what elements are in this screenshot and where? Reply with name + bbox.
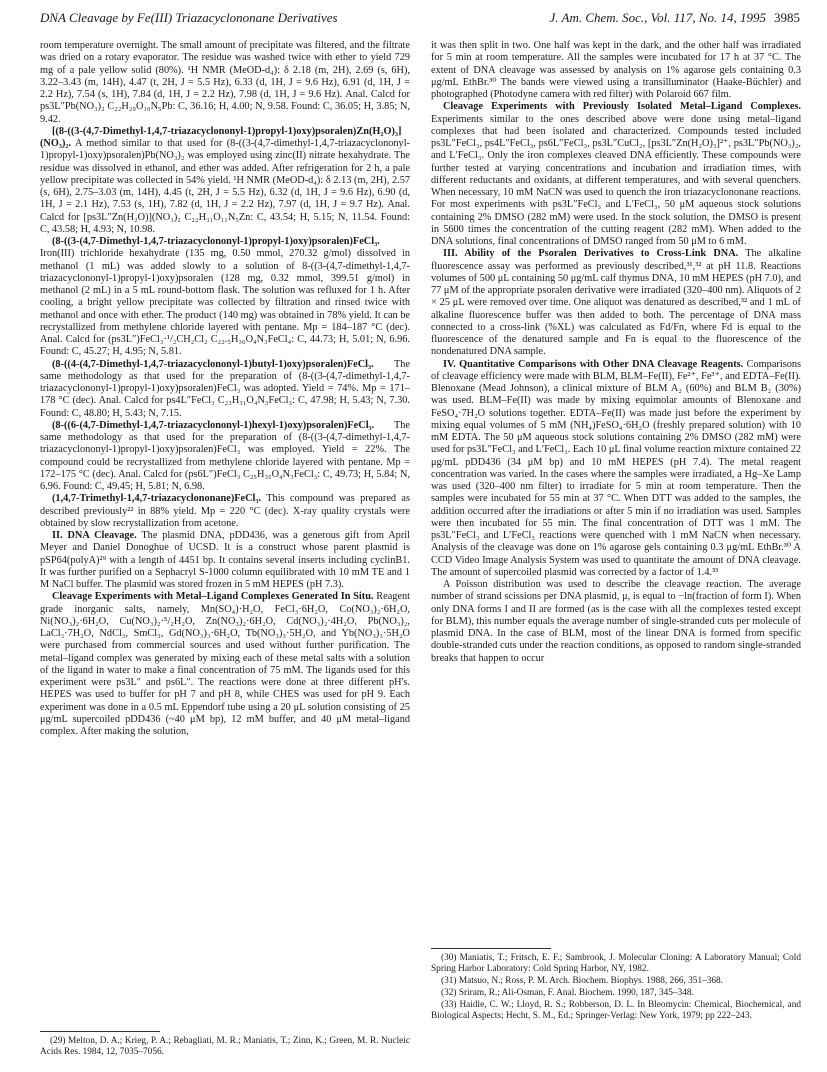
running-title: DNA Cleavage by Fe(III) Triazacyclononane Derivatives: [40, 10, 338, 25]
paragraph-text: room temperature overnight. The small amount of precipitate was filtered, and the filtrate was dried on a rotary evaporator. The residue was washed twice with ether to yield 729 mg of a pale yellow solid (80%). ¹H NMR (MeOD-d₄): δ 2.18 (m, 2H), 2.69 (s, 6H), 3.22–3.43 (m, 14H), 4.47 (t, 2H, J = 5.5 Hz), 6.33 (d, 1H, J = 9.6 Hz), 6.91 (d, 1H, J = 2.2 Hz), 7.54 (s, 1H), 7.84 (d, 1H, J = 2.2 Hz), 7.98 (d, 1H, J = 9.6 Hz). Anal. Calcd for ps3L″Pb(NO₃)₂ C₂₂H₂₉O₁₀N₅Pb: C, 36.16; H, 4.00; N, 9.58. Found: C, 36.05; H, 3.85; N, 9.42.: [40, 40, 410, 125]
journal-name: J. Am. Chem. Soc., Vol. 117, No. 14, 1995: [549, 10, 766, 25]
footnote-rule: [40, 1031, 160, 1032]
paragraph: [40, 591, 410, 738]
paragraph-text: Experiments similar to the ones described above were done using metal–ligand complexes that had been isolated and characterized. Compounds tested included ps3L″FeCl₃, ps4L″FeCl₃, ps6L″FeCl₃, ps3L″CuCl₂, [ps3L″Zn(H₂O)₃]²⁺, ps3L″Pb(NO₃)₂, and L′FeCl₃. Only the iron complexes cleaved DNA efficiently. These compounds were further tested at varying concentrations and incubation and irradiation times, with different reductants and oxidants, at different temperatures, and with several quenchers. When necessary, 10 mM NaCN was used to quench the iron triazacyclononane reactions. For most experiments with ps3L″FeCl₃ and L′FeCl₃, 50 μM aqueous stock solutions containing 2% DMSO (282 mM) were used. In the stock solution, the DMSO is present in 5600 times the concentration of the cutting reagent (282 mM). When added to the DNA solutions, final concentrations of DMSO ranged from 50 μM to 6 mM.: [431, 113, 801, 247]
running-header: [40, 10, 800, 28]
paragraph-text: This compound was prepared as described previously²² in 88% yield. Mp = 220 °C (dec). X-ray quality crystals were obtained by slow recrystallization from acetone.: [40, 493, 411, 529]
paragraph: [40, 493, 410, 530]
footnote: (30) Maniatis, T.; Fritsch, E. F.; Sambrook, J. Molecular Cloning: A Laboratory Manual; Cold Spring Harbor Laboratory: Cold Spring Harbor, NY, 1982.: [431, 953, 801, 974]
footnote: (32) Sriram, R.; Ali-Osman, F. Anal. Biochem. 1990, 187, 345–348.: [441, 988, 694, 998]
paragraph-text: A method similar to that used for (8-((3-(4,7-dimethyl-1,4,7-triazacyclononyl-1)propyl-1)oxy)psoralen)Pb(NO₃)₂ was employed using zinc(II) nitrate hexahydrate. The residue was dissolved in ethanol, and ether was added. After refrigeration for 2 h, a pale yellow precipitate was collected in 54% yield. ¹H NMR (MeOD-d₄): δ 2.13 (m, 2H), 2.57 (s, 6H), 2.75–3.03 (m, 14H), 4.45 (t, 2H, J = 5.5 Hz), 6.32 (d, 1H, J = 9.6 Hz), 6.90 (d, 1H, J = 2.1 Hz), 7.53 (s, 1H), 7.82 (d, 1H, J = 2.2 Hz), 7.97 (d, 1H, J = 9.7 Hz). Anal. Calcd for [ps3L″Zn(H₂O)](NO₃)₂ C₂₂H₃₁O₁₁N₅Zn: C, 43.54; H, 5.15; N, 11.54. Found: C, 43.58; H, 4.93; N, 10.98.: [40, 138, 410, 235]
page-number: 3985: [774, 10, 800, 25]
paragraph: [40, 40, 410, 126]
paragraph-text: it was then split in two. One half was kept in the dark, and the other half was irradiated for 5 min at room temperature. All the samples were incubated for 17 h at 37 °C. The extent of DNA cleavage was assessed by analysis on 1% agarose gels containing 0.3 μg/mL EthBr.³⁰ The bands were viewed using a transilluminator (Haake-Büchler) and photographed (Photodyne camera with red filter) with Polaroid 667 film.: [431, 40, 801, 100]
section-heading: IV. Quantitative Comparisons with Other DNA Cleavage Reagents.: [443, 358, 744, 370]
paragraph: [40, 420, 410, 494]
paragraph-text: The alkaline fluorescence assay was performed as previously described,³¹,³² at pH 11.8. Reactions volumes of 500 μL containing 50 μg/mL calf thymus DNA, 10 mM HEPES (pH 7.0), and 77 μM of the appropriate psoralen derivative were irradiated (320–400 nm). Aliquots of 2 × 25 μL were removed over time. One aliquot was denatured as described,³² and 1 mL of alkaline fluorescence buffer was then added to both. The percentage of DNA mass connected to a cross-link (%XL) was calculated as Fd/Fn, where Fd is equal to the fluorescence of the denatured sample and Fn is equal to the fluorescence of the nondenatured DNA sample.: [431, 248, 801, 358]
footnote: (29) Melton, D. A.; Krieg, P. A.; Rebagliati, M. R.; Maniatis, T.; Zinn, K.; Green, M. R. Nucleic Acids Res. 1984, 12, 7035–7056.: [40, 1036, 410, 1057]
section-lead: [(8-((3-(4,7-Dimethyl-1,4,7-triazacyclononyl-1)propyl-1)oxy)psoralen)Zn(H₂O)₃](NO₃)₂.: [40, 125, 402, 149]
section-lead: (8-((6-(4,7-Dimethyl-1,4,7-triazacyclononyl-1)hexyl-1)oxy)psoralen)FeCl₃.: [52, 419, 375, 431]
section-lead: Cleavage Experiments with Metal–Ligand Complexes Generated In Situ.: [52, 591, 374, 603]
footnote: (33) Haidle, C. W.; Lloyd, R. S.; Robberson, D. L. In Bleomycin: Chemical, Biochemical, and Biological Aspects; Hecht, S. M., Ed.; Springer-Verlag: New York, 1979; pp 222–243.: [431, 1000, 801, 1021]
paragraph: [40, 530, 410, 591]
paragraph-text: Iron(III) trichloride hexahydrate (135 mg, 0.50 mmol, 270.32 g/mol) dissolved in methanol (1 mL) was added slowly to a solution of 8-((3-(4,7-dimethyl-1,4,7-triazacyclononyl-1)propyl-1)oxy)psoralen (128 mg, 0.32 mmol, 399.51 g/mol) in methanol (2 mL) in a 5 mL round-bottom flask. The solution was refluxed for 1 h. After cooling, a bright yellow precipitate was collected by filtration and rinsed twice with methanol and once with ether. The product (140 mg) was obtained in 78% yield. It can be recrystallized from methylene chloride layered with pentane. Mp = 184–187 °C (dec). Anal. Calcd for (ps3L″)FeCl₃·¹/₂CH₂Cl₂ C₂₂.₅H₃₀O₄N₃FeCl₄: C, 44.73; H, 5.01; N, 6.96. Found: C, 45.27; H, 4.95; N, 5.81.: [40, 248, 410, 358]
footnote-rule: [431, 948, 551, 949]
footnotes-right: [431, 948, 801, 1023]
paragraph: [40, 236, 410, 359]
paragraph: [431, 248, 801, 358]
footnote: (31) Matsuo, N.; Ross, P. M. Arch. Biochem. Biophys. 1988, 266, 351–368.: [441, 976, 724, 986]
footnotes-left: [40, 1031, 410, 1059]
right-column: [431, 40, 801, 665]
paragraph: [431, 359, 801, 580]
section-heading: II. DNA Cleavage.: [52, 530, 137, 541]
paragraph-text: The same methodology as that used for the preparation of (8-((3-(4,7-dimethyl-1,4,7-triazacyclononyl-1)propyl-1)oxy)psoralen)FeCl₃ was adopted. Yield = 74%. Mp = 171–178 °C (dec). Anal. Calcd for ps4L″FeCl₃ C₂₃H₃₁O₄N₃FeCl₃: C, 47.98; H, 5.43; N, 7.30. Found: C, 48.80; H, 5.43; N, 7.15.: [40, 358, 410, 419]
paragraph: [40, 359, 410, 420]
section-heading: III. Ability of the Psoralen Derivatives to Cross-Link DNA.: [443, 248, 739, 260]
section-lead: (8-((3-(4,7-Dimethyl-1,4,7-triazacyclononyl-1)propyl-1)oxy)psoralen)FeCl₃.: [52, 236, 380, 247]
paragraph: [431, 40, 801, 101]
paragraph-text: The same methodology as that used for the preparation of (8-((3-(4,7-dimethyl-1,4,7-triazacyclononyl-1)propyl-1)oxy)psoralen)FeCl₃ was employed. Yield = 22%. The compound could be recrystallized from methylene chloride layered with pentane. Mp = 172–175 °C (dec). Anal. Calcd for (ps6L″)FeCl₃ C₂₅H₃₅O₄N₃FeCl₃: C, 49.73; H, 5.84; N, 6.96. Found: C, 49.45; H, 5.81; N, 6.98.: [40, 419, 410, 492]
section-lead: (1,4,7-Trimethyl-1,4,7-triazacyclononane)FeCl₃.: [52, 493, 262, 505]
paragraph-text: A Poisson distribution was used to describe the cleavage reaction. The average number of strand scissions per DNA plasmid, μ, is equal to −ln(fraction of form I). When only DNA forms I and II are formed (as is the case with all the complexes tested except for BLM), this number equals the average number of single-stranded cuts per molecule of plasmid DNA. In the case of BLM, most of the linear DNA is formed from specific double-stranded cuts under the reaction conditions, as opposed to random single-stranded breaks that happen to occur: [431, 579, 801, 664]
paragraph: [431, 101, 801, 248]
journal-citation: [549, 10, 800, 26]
section-lead: (8-((4-(4,7-Dimethyl-1,4,7-triazacyclononyl-1)butyl-1)oxy)psoralen)FeCl₃.: [52, 358, 374, 370]
paragraph-text: The plasmid DNA, pDD436, was a generous gift from April Meyer and Daniel Donoghue of UCSD. It is a construct whose parent plasmid is pSP64(polyA)²⁹ with a length of 4451 bp. It contains several inserts including cyclinB1. It was further purified on a Sephacryl S-1000 column equilibrated with 10 mM TE and 1 M NaCl buffer. The plasmid was stored frozen in 5 mM HEPES (pH 7.3).: [40, 530, 410, 590]
paragraph-text: Comparisons of cleavage efficiency were made with BLM, BLM–Fe(II), Fe²⁺, Fe³⁺, and EDTA–Fe(II). Blenoxane (Mead Johnson), a clinical mixture of BLM A₂ (60%) and BLM B₂ (30%) was used. BLM–Fe(II) was made by mixing equimolar amounts of Blenoxane and FeSO₄·7H₂O solutions together. EDTA–Fe(II) was made just before the experiment by mixing equal volumes of 5 mM (NH₄)FeSO₄·6H₂O (freshly prepared solution) with 10 mM EDTA. The 50 μM aqueous stock solutions containing 2% DMSO (282 mM) were used for ps3L″FeCl₃ and L′FeCl₃. Each 10 μL final volume reaction mixture contained 22 μg/mL pDD436 (34 μM bp) and 10 mM HEPES (pH 7.4). The metal reagent concentration was varied. In the cases where the samples were irradiated, a Hg–Xe Lamp was used (320–400 nm filter) to irradiate for 5 min at room temperature. Then the samples were incubated for 55 min at 37 °C. When DTT was added to the samples, the addition occurred after the irradiations or after 5 min if no irradiation was used. Samples were then incubated for 55 min. The final concentration of DTT was 1 mM. The ps3L″FeCl₃ and L′FeCl₃ reactions were quenched with 1 mM NaCN when necessary. Analysis of the cleavage was done on 1% agarose gels containing 0.3 μg/mL EthBr.³⁰ A CCD Video Image Analysis System was used to quantitate the amount of DNA cleavage. The amount of supercoiled plasmid was corrected by a factor of 1.4.³³: [431, 358, 802, 578]
paragraph-text: Reagent grade inorganic salts, namely, Mn(SO₄)·H₂O, FeCl₃·6H₂O, Co(NO₃)₂·6H₂O, Ni(NO₃)₂·6H₂O, Cu(NO₃)₂·⁵/₂H₂O, Zn(NO₃)₂·6H₂O, Cd(NO₃)₂·4H₂O, Pb(NO₃)₂, LaCl₃·7H₂O, NdCl₃, SmCl₃, Gd(NO₃)₃·6H₂O, Tb(NO₃)₃·5H₂O, and Yb(NO₃)₃·5H₂O were purchased from commercial sources and used without further purification. The metal–ligand complex was generated by mixing each of these metal salts with a solution of the ligand in water to make a final concentration of 75 mM. The ligands used for this experiment were ps3L″ and ps6L″. The reactions were done at three different pH's. HEPES was used to buffer for pH 7 and pH 8, while CHES was used for pH 9. Each experiment was done in a 0.5 mL Eppendorf tube using a 20 μL solution consisting of 25 μg/mL supercoiled pDD436 (~40 μM bp), 12 mM buffer, and 40 μM metal–ligand complex. After making the solution,: [40, 591, 410, 737]
left-column: [40, 40, 410, 738]
section-lead: Cleavage Experiments with Previously Isolated Metal–Ligand Complexes.: [443, 101, 801, 113]
paragraph: [40, 126, 410, 236]
paragraph: [431, 579, 801, 665]
